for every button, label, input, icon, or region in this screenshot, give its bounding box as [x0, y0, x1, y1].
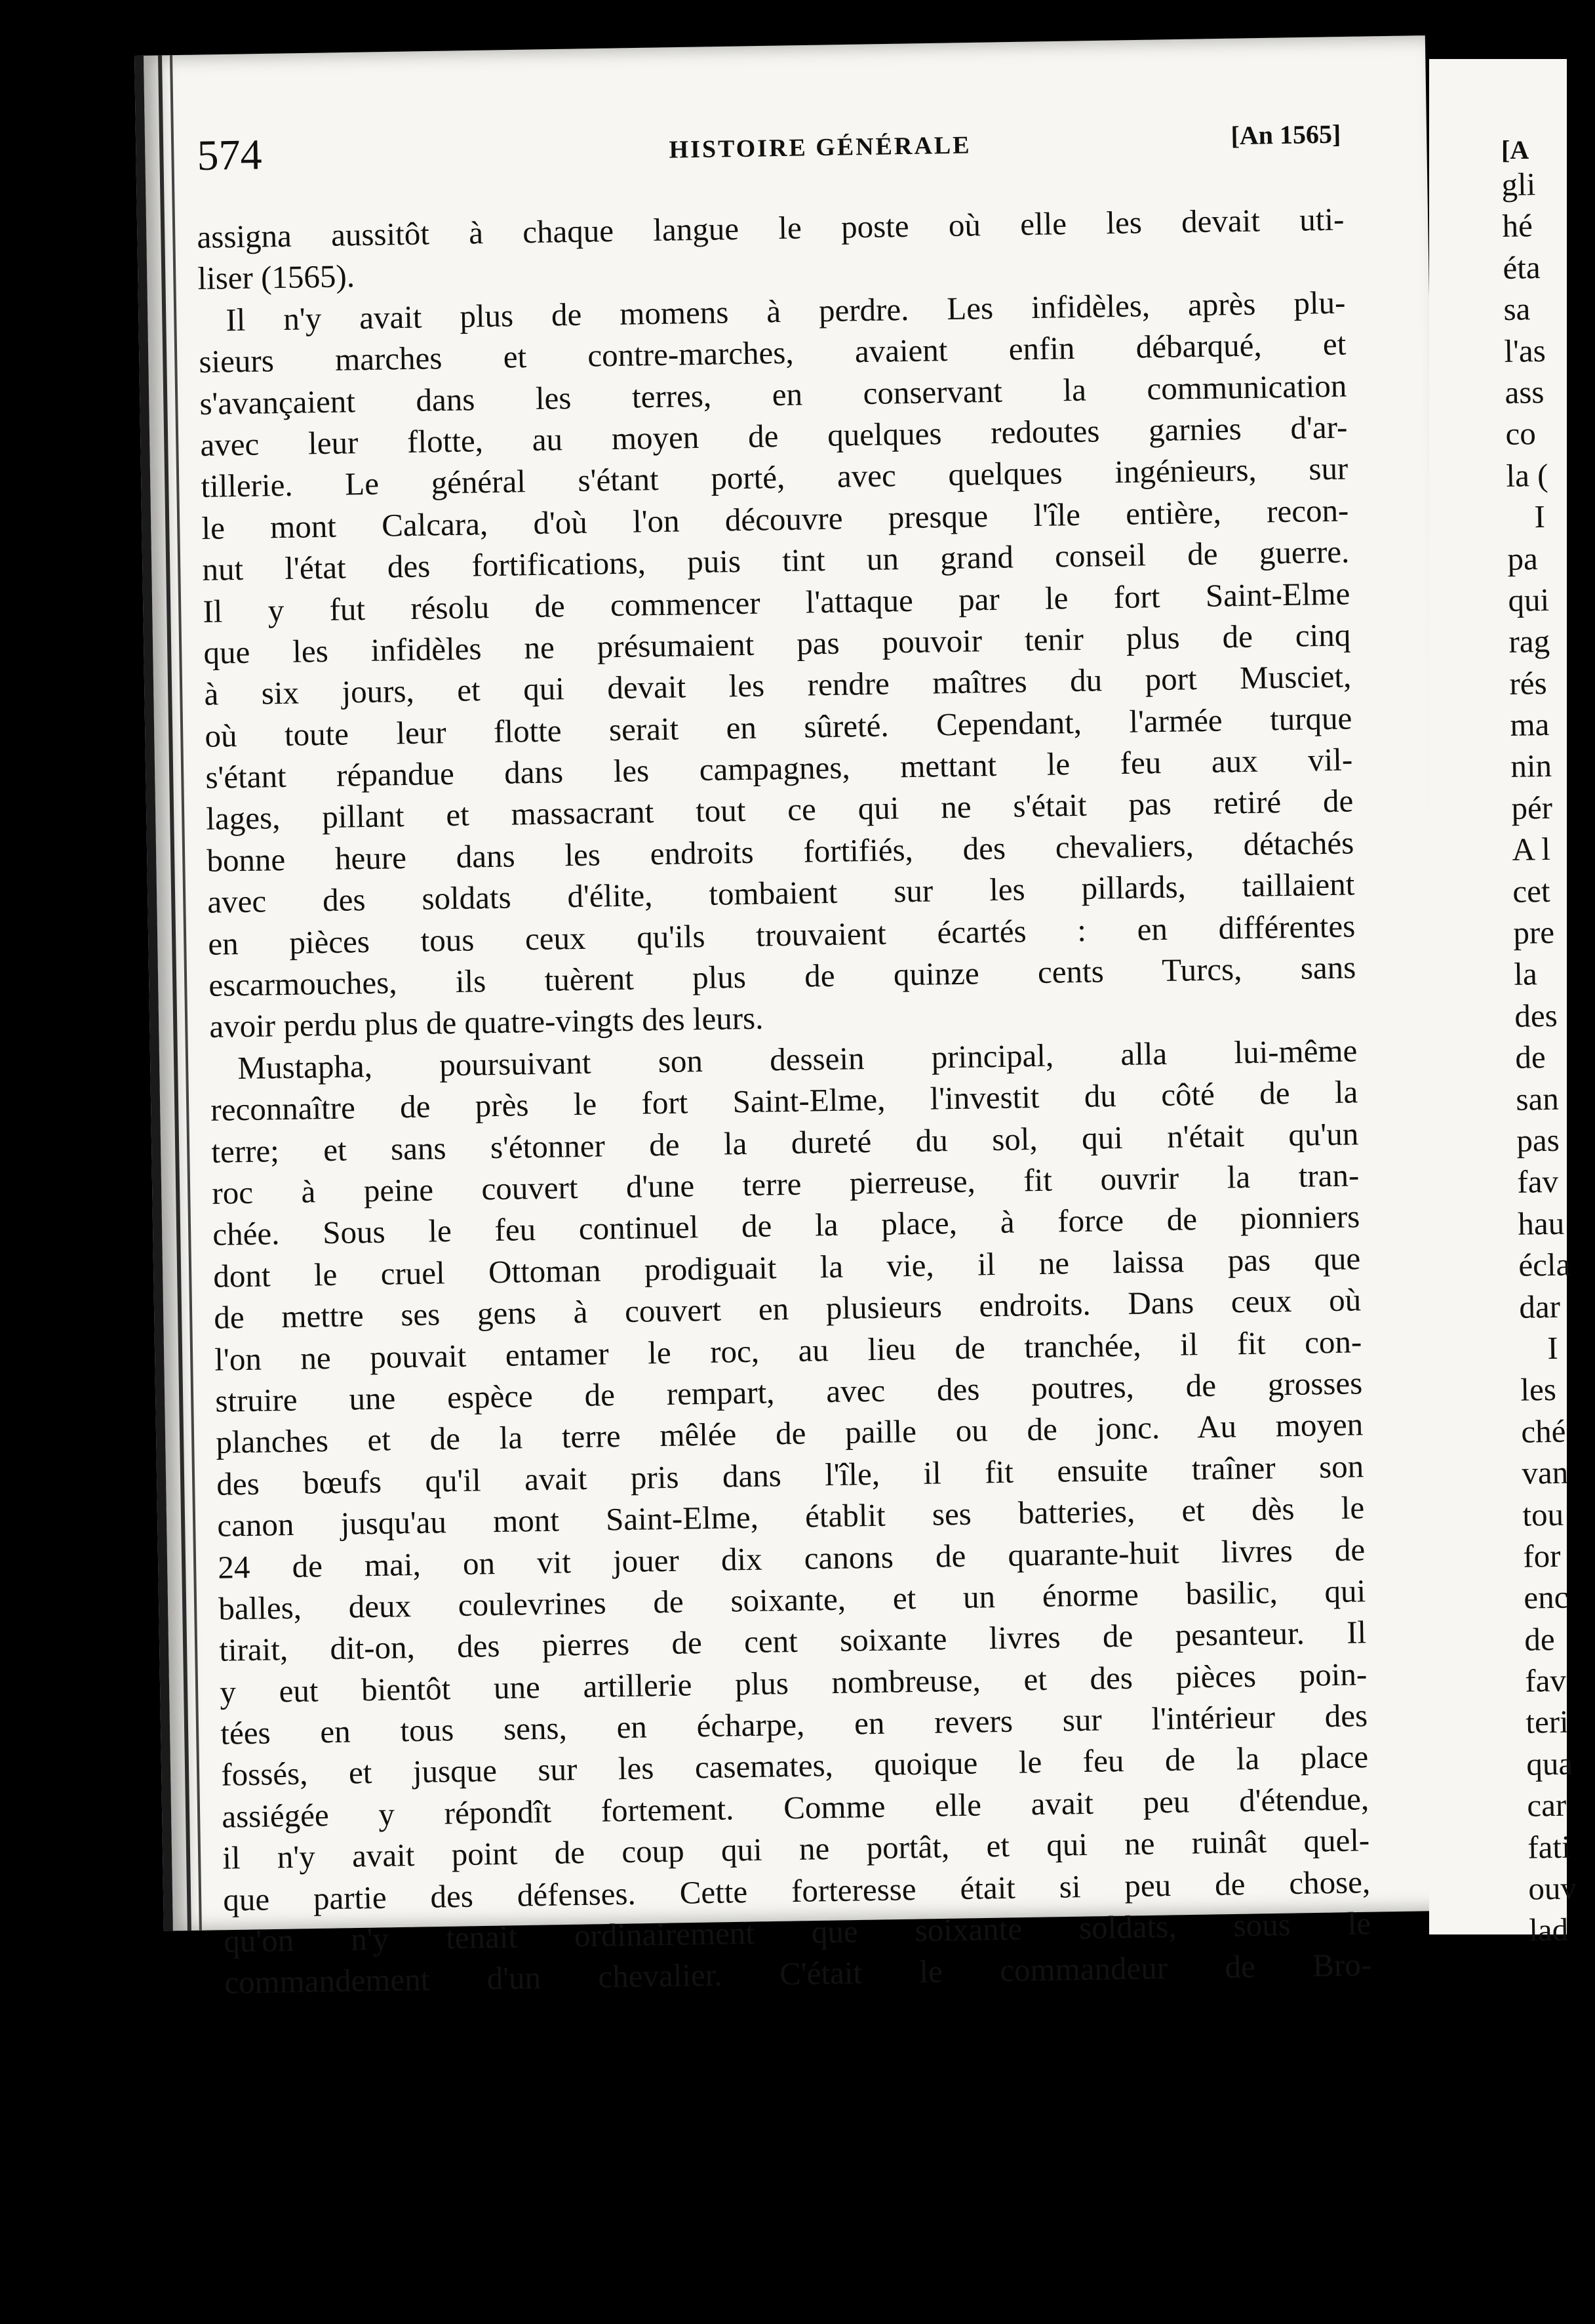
- right-page-text-line: de: [1524, 1620, 1556, 1658]
- text-line: avec des soldats d'élite, tombaient sur les pillards, taillaient: [207, 866, 1355, 921]
- text-line: assigna aussitôt à chaque langue le poste où elle les devait uti-: [197, 201, 1345, 255]
- text-line: qu'on n'y tenait ordinairement que soixante soldats, sous le: [223, 1905, 1371, 1959]
- right-page-text-line: la: [1513, 955, 1538, 993]
- text-line: Il y fut résolu de commencer l'attaque par le fort Saint-Elme: [203, 574, 1350, 630]
- text-line: y eut bientôt une artillerie plus nombreuse, et des pièces poin-: [219, 1655, 1368, 1710]
- text-line: nut l'état des fortifications, puis tint un grand conseil de guerre.: [202, 533, 1350, 588]
- right-page-text-line: ass: [1505, 373, 1545, 411]
- right-page-text-line: cet: [1512, 872, 1550, 910]
- right-page-text-line: tou: [1522, 1496, 1564, 1533]
- right-page-text-line: car: [1526, 1786, 1567, 1824]
- right-page-text-line: hau: [1517, 1205, 1565, 1242]
- text-line: avec leur flotte, au moyen de quelques redoutes garnies d'ar-: [200, 409, 1348, 463]
- text-line: tirait, dit-on, des pierres de cent soixante livres de pesanteur. Il: [218, 1614, 1367, 1669]
- right-page-text-line: van: [1521, 1454, 1569, 1491]
- text-line: commandement d'un chevalier. C'était le commandeur de Bro-: [224, 1946, 1372, 2001]
- right-page-text-line: hé: [1502, 207, 1533, 245]
- text-line: lages, pillant et massacrant tout ce qui ne s'était pas retiré de: [206, 782, 1354, 837]
- right-page-text-line: l'as: [1504, 332, 1546, 369]
- text-line: sieurs marches et contre-marches, avaient enfin débarqué, et: [199, 325, 1347, 380]
- text-line: le mont Calcara, d'où l'on découvre presque l'île entière, recon-: [201, 492, 1349, 546]
- text-line: que les infidèles ne présumaient pas pouvoir tenir plus de cinq: [203, 616, 1351, 671]
- text-line: 24 de mai, on vit jouer dix canons de quarante-huit livres de: [217, 1531, 1366, 1586]
- right-page-text-line: A l: [1511, 831, 1551, 868]
- right-page-text-line: qua: [1526, 1745, 1573, 1782]
- text-line: tillerie. Le général s'étant porté, avec quelques ingénieurs, sur: [201, 450, 1349, 505]
- text-line: Mustapha, poursuivant son dessein principal, alla lui-même: [237, 1032, 1358, 1086]
- right-page-text-line: for: [1522, 1537, 1561, 1574]
- right-page-text-line: de: [1514, 1039, 1546, 1076]
- text-line: que partie des défenses. Cette forteresse était si peu de chose,: [222, 1863, 1371, 1918]
- right-page-text-line: ché: [1520, 1412, 1566, 1450]
- right-page-text-line: les: [1520, 1371, 1557, 1409]
- right-page-text-line: fati: [1527, 1828, 1571, 1866]
- text-line: où toute leur flotte serait en sûreté. Cependant, l'armée turque: [205, 700, 1352, 754]
- page-number: 574: [197, 130, 263, 180]
- body-text: [197, 199, 1372, 2004]
- right-page-text-line: rés: [1509, 664, 1548, 702]
- right-page-text-line: éta: [1503, 249, 1541, 286]
- text-line: bonne heure dans les endroits fortifiés, des chevaliers, détachés: [206, 824, 1354, 879]
- right-page-text-line: ouv: [1527, 1870, 1577, 1907]
- right-page-text-line: teri: [1525, 1704, 1569, 1741]
- right-page-text-line: co: [1505, 415, 1537, 452]
- text-line: chée. Sous le feu continuel de la place, à force de pionniers: [212, 1198, 1360, 1253]
- right-page-text-line: écla: [1518, 1246, 1571, 1283]
- right-page-text-line: san: [1515, 1080, 1560, 1117]
- right-page-text-line: pas: [1516, 1121, 1560, 1159]
- text-line: s'avançaient dans les terres, en conservant la communication: [199, 367, 1347, 422]
- right-page-text-line: sa: [1503, 290, 1531, 328]
- right-page-text-line: pre: [1512, 913, 1555, 951]
- text-line: reconnaître de près le fort Saint-Elme, l'investit du côté de la: [210, 1073, 1358, 1129]
- right-page-text-line: enc: [1523, 1578, 1569, 1616]
- text-line: Il n'y avait plus de momens à perdre. Les infidèles, après plu-: [226, 284, 1346, 338]
- text-line: il n'y avait point de coup qui ne portât, et qui ne ruinât quel-: [222, 1822, 1370, 1876]
- right-page-text-line: la (: [1506, 456, 1548, 494]
- text-line: à six jours, et qui devait les rendre maîtres du port Musciet,: [204, 658, 1352, 713]
- right-page-text-line: dar: [1518, 1288, 1561, 1325]
- text-line: en pièces tous ceux qu'ils trouvaient écartés : en différentes: [207, 908, 1356, 962]
- right-page-text-line: lad: [1528, 1912, 1569, 1949]
- text-line: roc à peine couvert d'une terre pierreuse, fit ouvrir la tran-: [211, 1157, 1360, 1211]
- text-line: de mettre ses gens à couvert en plusieurs endroits. Dans ceux où: [213, 1281, 1362, 1336]
- text-line: planches et de la terre mêlée de paille ou de jonc. Au moyen: [215, 1406, 1364, 1461]
- text-line: balles, deux coulevrines de soixante, et un énorme basilic, qui: [218, 1573, 1366, 1627]
- right-page-text-line: nin: [1510, 748, 1552, 785]
- text-line: terre; et sans s'étonner de la dureté du sol, qui n'était qu'un: [210, 1115, 1359, 1170]
- text-line: l'on ne pouvait entamer le roc, au lieu de tranchée, il fit con-: [214, 1323, 1362, 1378]
- right-page-text-line: fav: [1516, 1163, 1559, 1201]
- right-page-text-line: qui: [1508, 581, 1550, 618]
- text-line: assiégée y répondît fortement. Comme elle avait peu d'étendue,: [221, 1780, 1369, 1835]
- right-page-text-line: pa: [1507, 540, 1539, 577]
- text-line: fossés, et jusque sur les casemates, quoique le feu de la place: [220, 1738, 1369, 1793]
- text-line: canon jusqu'au mont Saint-Elme, établit ses batteries, et dès le: [216, 1489, 1365, 1544]
- running-title: HISTOIRE GÉNÉRALE: [669, 131, 972, 164]
- text-line: liser (1565).: [197, 258, 355, 297]
- text-line: des bœufs qu'il avait pris dans l'île, il fit ensuite traîner son: [216, 1447, 1364, 1502]
- right-page-text-line: I: [1546, 1329, 1559, 1367]
- right-page-header-fragment: [A: [1501, 135, 1529, 165]
- right-page-text-line: pér: [1510, 789, 1553, 826]
- right-page-text-line: ma: [1510, 706, 1550, 743]
- year-marker: [An 1565]: [1231, 119, 1341, 151]
- text-line: dont le cruel Ottoman prodiguait la vie, il ne laissa pas que: [212, 1240, 1361, 1294]
- text-line: s'étant répandue dans les campagnes, mettant le feu aux vil-: [205, 741, 1353, 795]
- right-page-text-line: gli: [1501, 166, 1536, 203]
- text-line: avoir perdu plus de quatre-vingts des leurs.: [208, 999, 764, 1045]
- text-line: tées en tous sens, en écharpe, en revers sur l'intérieur des: [220, 1697, 1368, 1752]
- right-page-text-line: rag: [1508, 623, 1550, 660]
- text-line: escarmouches, ils tuèrent plus de quinze cents Turcs, sans: [208, 949, 1356, 1003]
- right-page-text-line: des: [1514, 997, 1558, 1034]
- right-page-text-line: fav: [1524, 1662, 1567, 1699]
- right-page-text-line: I: [1534, 498, 1546, 535]
- text-line: struire une espèce de rempart, avec des poutres, de grosses: [214, 1365, 1363, 1419]
